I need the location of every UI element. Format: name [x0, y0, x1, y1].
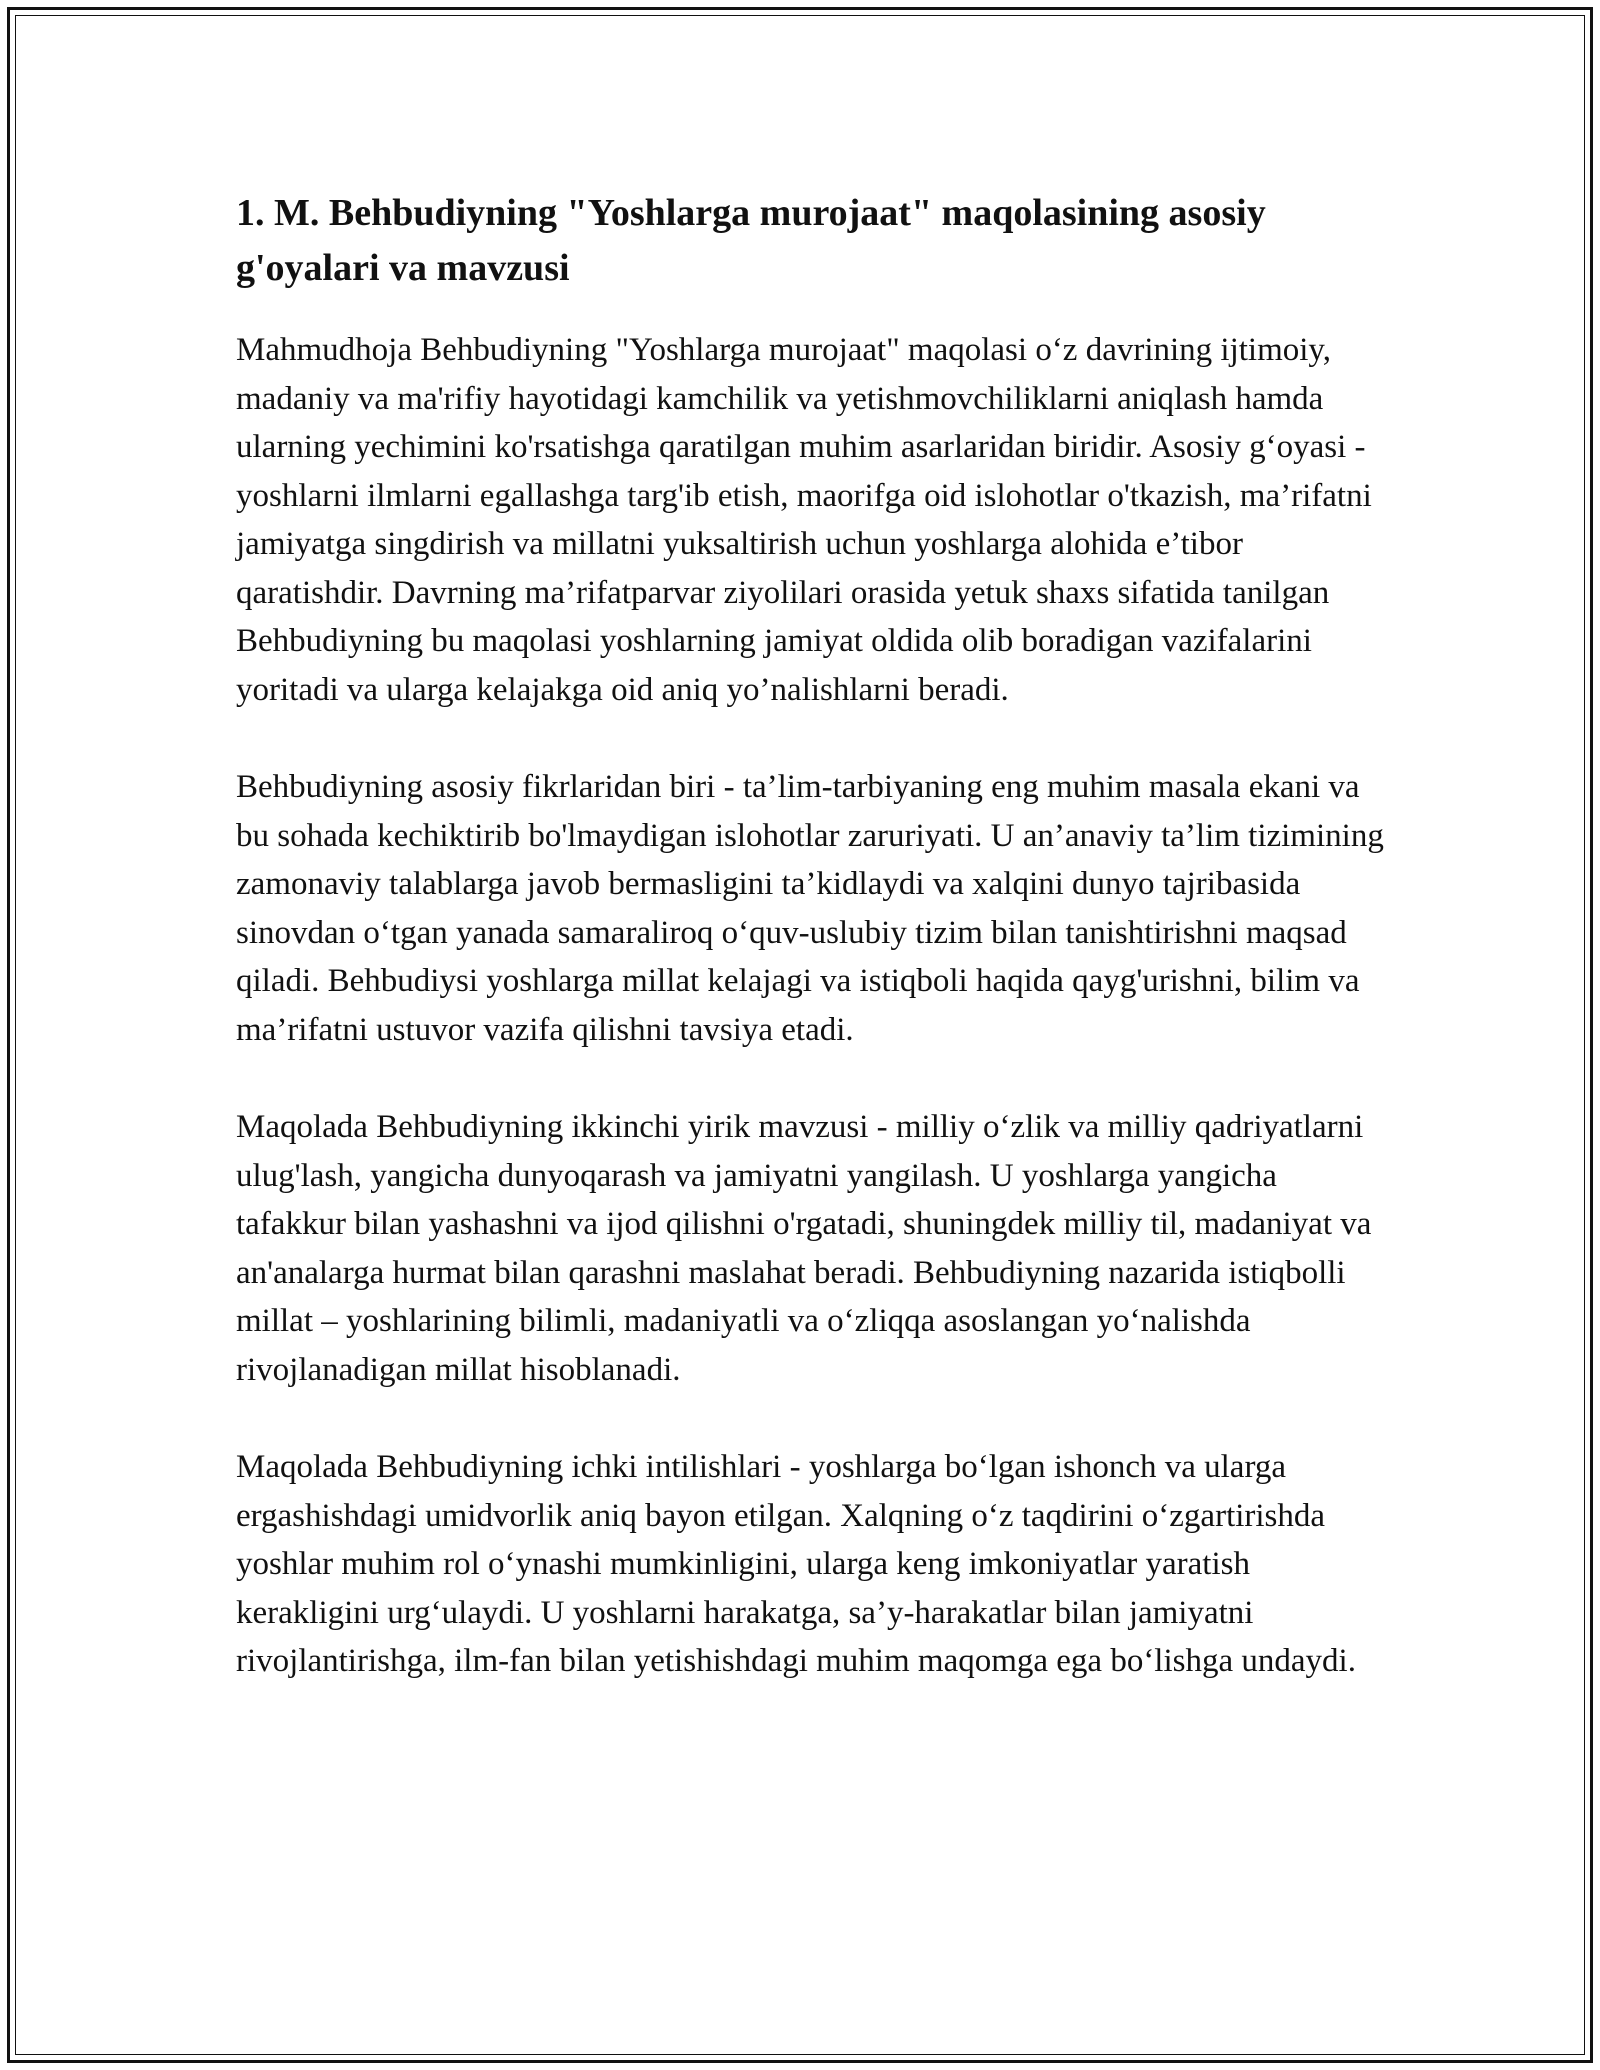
paragraph-2: Behbudiyning asosiy fikrlaridan biri - ta’lim-tarbiyaning eng muhim masala ekani va bu sohada kechiktirib bo'lmaydigan islohotlar zaruriyati. U an’anaviy ta’lim tizimining zamonaviy talablarga javob bermasligini ta’kidlaydi va xalqini dunyo tajribasida sinovdan o‘tgan yanada samaraliroq o‘quv-uslubiy tizim bilan tanishtirishni maqsad qiladi. Behbudiysi yoshlarga millat kelajagi va istiqboli haqida qayg'urishni, bilim va ma’rifatni ustuvor vazifa qilishni tavsiya etadi.: [236, 769, 1384, 1048]
document-body: [236, 186, 1386, 1686]
paragraph-3: Maqolada Behbudiyning ikkinchi yirik mavzusi - milliy o‘zlik va milliy qadriyatlarni ulug'lash, yangicha dunyoqarash va jamiyatni yangilash. U yoshlarga yangicha tafakkur bilan yashashni va ijod qilishni o'rgatadi, shuningdek milliy til, madaniyat va an'analarga hurmat bilan qarashni maslahat beradi. Behbudiyning nazarida istiqbolli millat – yoshlarining bilimli, madaniyatli va o‘zliqqa asoslangan yo‘nalishda rivojlanadigan millat hisoblanadi.: [236, 1109, 1372, 1388]
paragraph-1: Mahmudhoja Behbudiyning "Yoshlarga murojaat" maqolasi o‘z davrining ijtimoiy, madaniy va ma'rifiy hayotidagi kamchilik va yetishmovchiliklarni aniqlash hamda ularning yechimini ko'rsatishga qaratilgan muhim asarlaridan biridir. Asosiy g‘oyasi - yoshlarni ilmlarni egallashga targ'ib etish, maorifga oid islohotlar o'tkazish, ma’rifatni jamiyatga singdirish va millatni yuksaltirish uchun yoshlarga alohida e’tibor qaratishdir. Davrning ma’rifatparvar ziyolilari orasida yetuk shaxs sifatida tanilgan Behbudiyning bu maqolasi yoshlarning jamiyat oldida olib boradigan vazifalarini yoritadi va ularga kelajakga oid aniq yo’nalishlarni beradi.: [236, 332, 1372, 708]
paragraph-4: Maqolada Behbudiyning ichki intilishlari - yoshlarga bo‘lgan ishonch va ularga ergashishdagi umidvorlik aniq bayon etilgan. Xalqning o‘z taqdirini o‘zgartirishda yoshlar muhim rol o‘ynashi mumkinligini, ularga keng imkoniyatlar yaratish kerakligini urg‘ulaydi. U yoshlarni harakatga, sa’y-harakatlar bilan jamiyatni rivojlantirishga, ilm-fan bilan yetishishdagi muhim maqomga ega bo‘lishga undaydi.: [236, 1449, 1356, 1679]
document-title: 1. M. Behbudiyning "Yoshlarga murojaat" maqolasining asosiy g'oyalari va mavzusi: [236, 192, 1266, 289]
